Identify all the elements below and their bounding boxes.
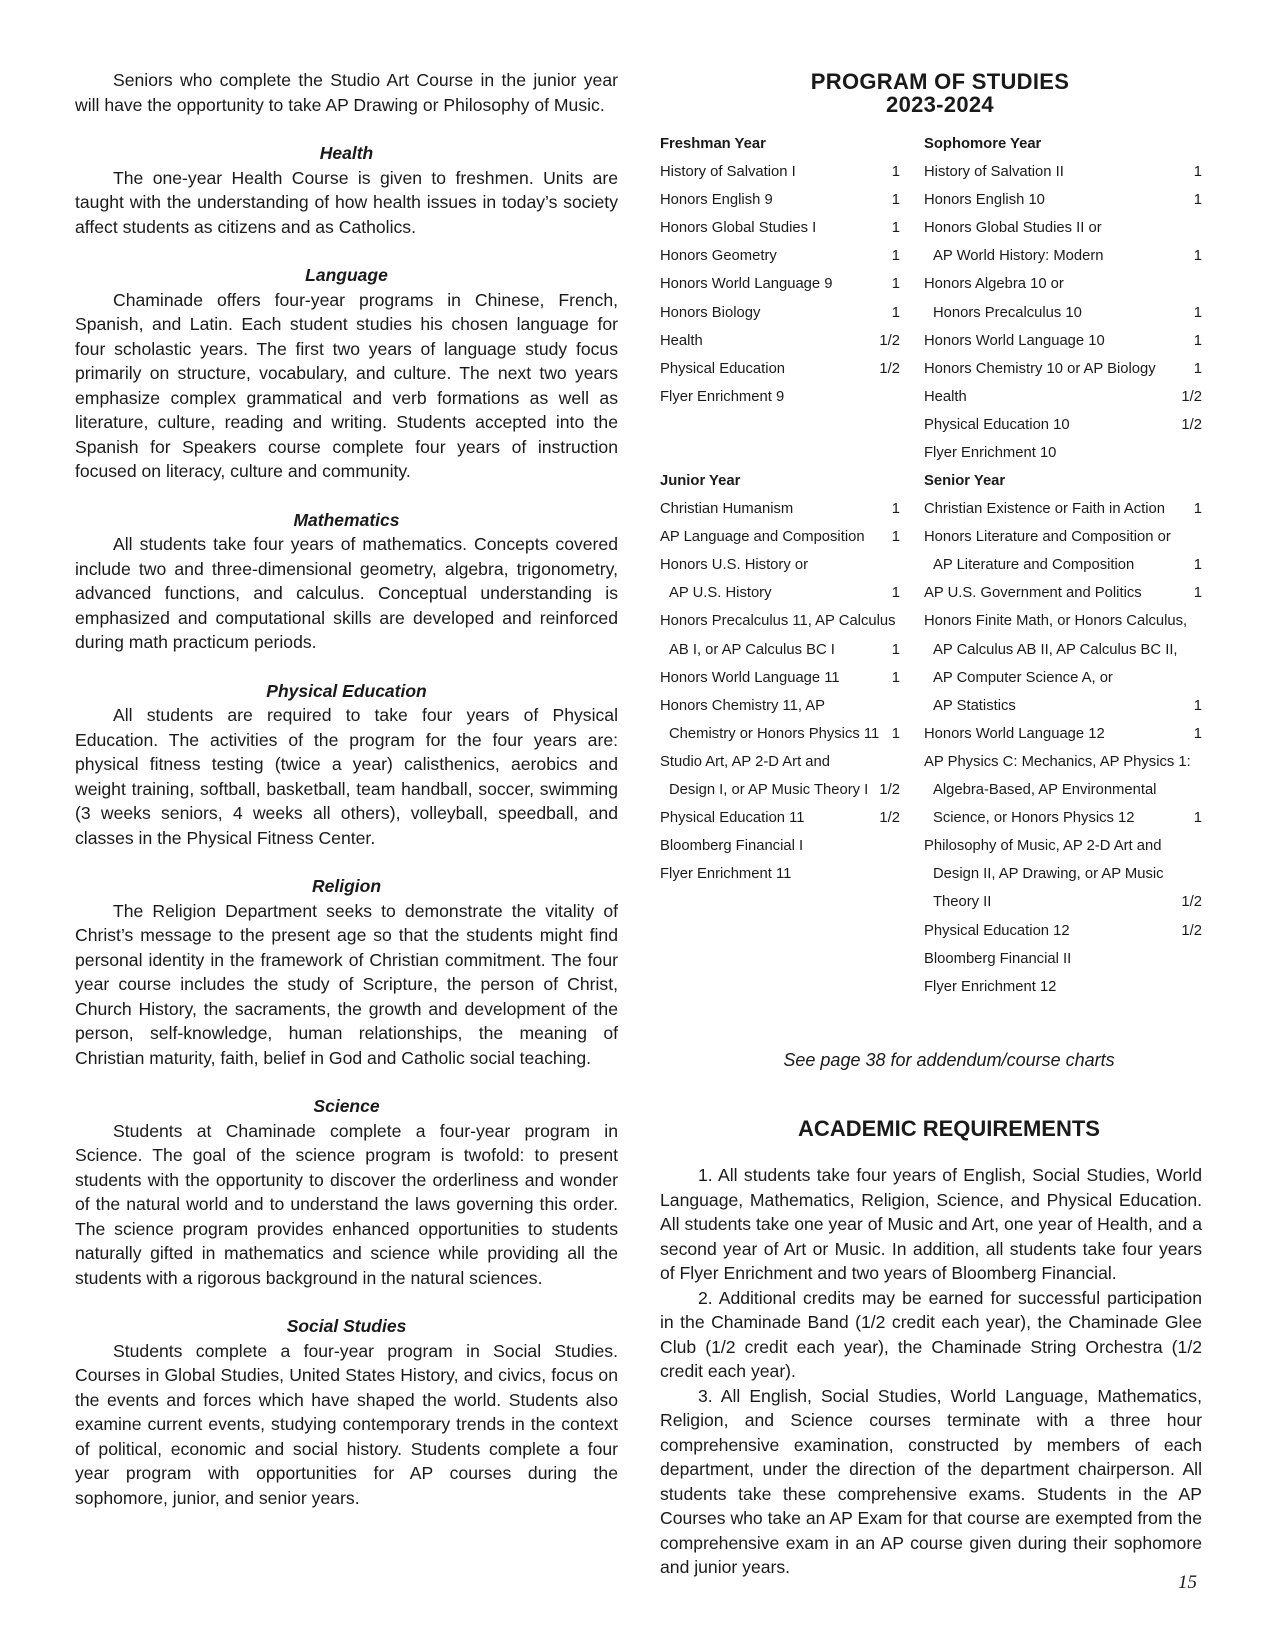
- course-row: [924, 636, 1202, 664]
- studio-art-paragraph: Seniors who complete the Studio Art Course in the junior year will have the opportunity to take AP Drawing or Philosophy of Music.: [75, 70, 618, 115]
- course-row: [924, 664, 1202, 692]
- social-studies-section: [75, 1314, 618, 1510]
- course-row: [924, 917, 1202, 945]
- course-name: Flyer Enrichment 12: [924, 978, 1057, 995]
- course-row: [924, 270, 1202, 298]
- course-row: [660, 692, 910, 720]
- course-row: [924, 523, 1202, 551]
- freshman-year-list: [660, 130, 910, 411]
- academic-requirements-text: [660, 1163, 1202, 1580]
- course-row: [660, 776, 910, 804]
- course-row: [924, 945, 1202, 973]
- course-name: AB I, or AP Calculus BC I: [669, 641, 835, 658]
- course-row: [924, 579, 1202, 607]
- course-units: 1/2: [1181, 416, 1202, 433]
- course-name: Philosophy of Music, AP 2-D Art and: [924, 838, 1162, 855]
- course-name: Honors World Language 12: [924, 725, 1105, 742]
- course-units: 1/2: [879, 782, 900, 799]
- course-name: AP Calculus AB II, AP Calculus BC II,: [933, 641, 1178, 658]
- course-units: 1: [891, 725, 900, 742]
- course-row: [924, 888, 1202, 916]
- course-row: [660, 186, 910, 214]
- course-row: [924, 495, 1202, 523]
- course-row: [924, 720, 1202, 748]
- course-row: [660, 523, 910, 551]
- course-name: History of Salvation I: [660, 164, 796, 181]
- course-row: [924, 776, 1202, 804]
- year-heading: Freshman Year: [660, 136, 766, 152]
- course-name: Physical Education 11: [660, 810, 805, 827]
- course-units: 1: [891, 192, 900, 209]
- course-name: Honors World Language 11: [660, 669, 840, 686]
- course-name: Bloomberg Financial II: [924, 950, 1072, 967]
- course-row: [924, 242, 1202, 270]
- junior-year-list: [660, 467, 910, 888]
- course-name: Honors Precalculus 11, AP Calculus: [660, 613, 896, 630]
- program-title: [678, 70, 1202, 116]
- course-row: [924, 551, 1202, 579]
- course-name: Flyer Enrichment 9: [660, 388, 785, 405]
- course-units: 1/2: [879, 810, 900, 827]
- course-name: Health: [660, 332, 703, 349]
- course-row: [660, 748, 910, 776]
- course-name: Honors English 9: [660, 192, 773, 209]
- course-name: Honors Geometry: [660, 248, 777, 265]
- section-text: Students at Chaminade complete a four-year program in Science. The goal of the science program is twofold: to present students with the opportunity to discover the orderliness and wonder of the natural world and to understand the laws governing this order. The science program provides enhanced opportunities to students naturally gifted in mathematics and science while providing all the students with a rigorous background in the natural sciences.: [75, 1120, 618, 1288]
- course-name: AP U.S. History: [669, 585, 772, 602]
- section-heading: Mathematics: [293, 509, 400, 530]
- course-name: Christian Humanism: [660, 501, 794, 518]
- section-text: Chaminade offers four-year programs in Chinese, French, Spanish, and Latin. Each student studies his chosen language for four scholastic years. The first two years of language study focus primarily on structure, vocabulary, and culture. The next two years emphasize complex grammatical and verb formations as well as literature, culture, reading and writing. Students accepted into the Spanish for Speakers course complete four years of instruction focused on literacy, culture and community.: [75, 289, 618, 481]
- course-units: 1: [891, 248, 900, 265]
- course-units: 1/2: [1181, 922, 1202, 939]
- course-units: 1: [891, 641, 900, 658]
- course-name: Honors U.S. History or: [660, 557, 809, 574]
- course-row: [660, 158, 910, 186]
- section-text: The one-year Health Course is given to freshmen. Units are taught with the understanding of how health issues in today’s society affect students as citizens and as Catholics.: [75, 167, 618, 237]
- course-units: 1: [891, 585, 900, 602]
- course-name: Honors World Language 10: [924, 332, 1105, 349]
- course-units: 1: [891, 220, 900, 237]
- course-units: 1: [891, 276, 900, 293]
- course-row: [660, 214, 910, 242]
- course-row: [660, 327, 910, 355]
- course-units: 1/2: [1181, 894, 1202, 911]
- course-name: Honors English 10: [924, 192, 1045, 209]
- course-name: Honors Chemistry 10 or AP Biology: [924, 360, 1156, 377]
- program-years: 2023-2024: [886, 92, 994, 117]
- course-name: Physical Education 10: [924, 416, 1070, 433]
- course-row: [660, 720, 910, 748]
- course-row: [660, 495, 910, 523]
- section-heading: Religion: [311, 876, 382, 896]
- course-name: Honors Global Studies I: [660, 220, 817, 237]
- course-name: Christian Existence or Faith in Action: [924, 501, 1165, 518]
- course-row: [924, 299, 1202, 327]
- course-name: Physical Education 12: [924, 922, 1070, 939]
- course-units: 1: [1193, 164, 1202, 181]
- course-name: Science, or Honors Physics 12: [933, 810, 1135, 827]
- course-name: AP Computer Science A, or: [933, 669, 1113, 686]
- course-units: 1: [1193, 810, 1202, 827]
- course-name: Flyer Enrichment 10: [924, 445, 1057, 462]
- course-descriptions-column: [75, 68, 618, 1510]
- course-row: [924, 692, 1202, 720]
- course-row: [660, 383, 910, 411]
- course-units: 1: [1193, 585, 1202, 602]
- physical-education-section: [75, 679, 618, 851]
- course-units: 1: [891, 669, 900, 686]
- course-units: 1: [1193, 248, 1202, 265]
- course-units: 1/2: [879, 360, 900, 377]
- course-row: [660, 579, 910, 607]
- course-name: AP Statistics: [933, 697, 1016, 714]
- requirement-paragraph: 2. Additional credits may be earned for successful participation in the Chaminade Band (1/2 credit each year), the Chaminade Glee Club (1/2 credit each year), the Chaminade String Orchestra (1/2 credit each year).: [660, 1287, 1202, 1381]
- course-name: Theory II: [933, 894, 992, 911]
- course-name: Health: [924, 388, 967, 405]
- course-name: AP Language and Composition: [660, 529, 865, 546]
- course-row: [660, 832, 910, 860]
- course-row: [924, 327, 1202, 355]
- course-units: 1/2: [879, 332, 900, 349]
- course-name: Honors Literature and Composition or: [924, 529, 1171, 546]
- course-row: [924, 748, 1202, 776]
- senior-year-list: [924, 467, 1202, 1001]
- course-row: [924, 158, 1202, 186]
- page-number: 15: [1178, 1572, 1197, 1593]
- course-units: 1: [891, 529, 900, 546]
- course-row: [660, 242, 910, 270]
- course-name: Algebra-Based, AP Environmental: [933, 782, 1157, 799]
- year-heading: Senior Year: [924, 473, 1006, 489]
- course-units: 1: [891, 164, 900, 181]
- year-heading: Junior Year: [660, 473, 741, 489]
- course-row: [924, 411, 1202, 439]
- section-text: Students complete a four-year program in Social Studies. Courses in Global Studies, United States History, and civics, focus on the events and forces which have shaped the world. Students also examine current events, studying contemporary trends in the context of political, economic and social history. Students complete a four year program with opportunities for AP courses during the sophomore, junior, and senior years.: [75, 1340, 618, 1508]
- course-row: [924, 186, 1202, 214]
- course-units: 1: [1193, 725, 1202, 742]
- language-section: [75, 263, 618, 484]
- course-units: 1: [891, 304, 900, 321]
- course-name: Honors World Language 9: [660, 276, 833, 293]
- course-row: [660, 804, 910, 832]
- course-name: Flyer Enrichment 11: [660, 866, 792, 883]
- section-text: The Religion Department seeks to demonstrate the vitality of Christ’s message to the present age so that the students might find personal identity in the framework of Christian commitment. The four year course includes the study of Scripture, the person of Christ, Church History, the sacraments, the growth and development of the person, self-knowledge, human relationships, the meaning of Christian maturity, faith, belief in God and Catholic social teaching.: [75, 900, 618, 1068]
- course-row: [660, 299, 910, 327]
- course-row: [660, 551, 910, 579]
- course-row: [924, 383, 1202, 411]
- course-name: AP Literature and Composition: [933, 557, 1135, 574]
- course-units: 1: [891, 501, 900, 518]
- course-name: Honors Biology: [660, 304, 761, 321]
- religion-section: [75, 874, 618, 1070]
- course-name: Design II, AP Drawing, or AP Music: [933, 866, 1164, 883]
- course-units: 1: [1193, 304, 1202, 321]
- course-units: 1: [1193, 501, 1202, 518]
- course-row: [660, 636, 910, 664]
- requirement-paragraph: 1. All students take four years of English, Social Studies, World Language, Mathematics, Religion, Science, and Physical Education. All students take one year of Music and Art, one year of Health, and a second year of Art or Music. In addition, all students take four years of Flyer Enrichment and two years of Bloomberg Financial.: [660, 1165, 1202, 1283]
- course-row: [660, 607, 910, 635]
- course-name: Honors Finite Math, or Honors Calculus,: [924, 613, 1188, 630]
- health-section: [75, 141, 618, 239]
- section-heading: Language: [305, 265, 388, 285]
- section-heading: Social Studies: [286, 1316, 407, 1336]
- course-units: 1: [1193, 697, 1202, 714]
- section-heading: Physical Education: [266, 680, 427, 701]
- course-row: [660, 355, 910, 383]
- section-text: All students are required to take four years of Physical Education. The activities of the program for the four years are: physical fitness testing (twice a year) calisthenics, aerobics and weight training, softball, basketball, team handball, soccer, swimming (3 weeks seniors, 4 weeks all others), volleyball, speedball, and classes in the Physical Fitness Center.: [75, 705, 618, 848]
- course-name: AP Physics C: Mechanics, AP Physics 1:: [924, 753, 1191, 770]
- section-heading: Health: [319, 143, 374, 163]
- course-name: Bloomberg Financial I: [660, 838, 804, 855]
- section-text: All students take four years of mathematics. Concepts covered include two and three-dimensional geometry, algebra, trigonometry, advanced functions, and calculus. Conceptual understanding is emphasized and computational skills are developed and reinforced during math practicum periods.: [75, 534, 618, 652]
- mathematics-section: [75, 508, 618, 655]
- sophomore-year-list: [924, 130, 1202, 467]
- course-units: 1/2: [1181, 388, 1202, 405]
- course-row: [924, 860, 1202, 888]
- course-name: Studio Art, AP 2-D Art and: [660, 753, 830, 770]
- course-name: AP World History: Modern: [933, 248, 1104, 265]
- course-row: [924, 607, 1202, 635]
- course-name: Design I, or AP Music Theory I: [669, 782, 869, 799]
- course-name: Honors Algebra 10 or: [924, 276, 1064, 293]
- addendum-note: See page 38 for addendum/course charts: [783, 1050, 1115, 1070]
- course-row: [924, 804, 1202, 832]
- science-section: [75, 1094, 618, 1290]
- course-row: [660, 860, 910, 888]
- academic-requirements-title: ACADEMIC REQUIREMENTS: [798, 1116, 1100, 1141]
- course-units: 1: [1193, 557, 1202, 574]
- section-heading: Science: [313, 1096, 380, 1116]
- course-name: AP U.S. Government and Politics: [924, 585, 1142, 602]
- course-row: [924, 832, 1202, 860]
- course-row: [924, 973, 1202, 1001]
- course-name: Honors Precalculus 10: [933, 304, 1082, 321]
- course-name: Physical Education: [660, 360, 786, 377]
- course-name: Chemistry or Honors Physics 11: [669, 725, 880, 742]
- course-row: [924, 214, 1202, 242]
- requirement-paragraph: 3. All English, Social Studies, World Language, Mathematics, Religion, and Science courses terminate with a three hour comprehensive examination, constructed by members of each department, under the direction of the department chairperson. All students take these comprehensive exams. Students in the AP Courses who take an AP Exam for that course are exempted from the comprehensive exam in an AP course given during their sophomore and junior years.: [660, 1385, 1202, 1577]
- program-column: [660, 69, 1202, 1577]
- course-units: 1: [1193, 332, 1202, 349]
- course-name: Honors Chemistry 11, AP: [660, 697, 826, 714]
- course-row: [924, 355, 1202, 383]
- course-units: 1: [1193, 192, 1202, 209]
- course-units: 1: [1193, 360, 1202, 377]
- course-row: [660, 664, 910, 692]
- course-name: Honors Global Studies II or: [924, 220, 1102, 237]
- course-name: History of Salvation II: [924, 164, 1064, 181]
- course-row: [660, 270, 910, 298]
- program-title-text: PROGRAM OF STUDIES: [810, 69, 1070, 94]
- course-row: [924, 439, 1202, 467]
- year-heading: Sophomore Year: [924, 136, 1042, 152]
